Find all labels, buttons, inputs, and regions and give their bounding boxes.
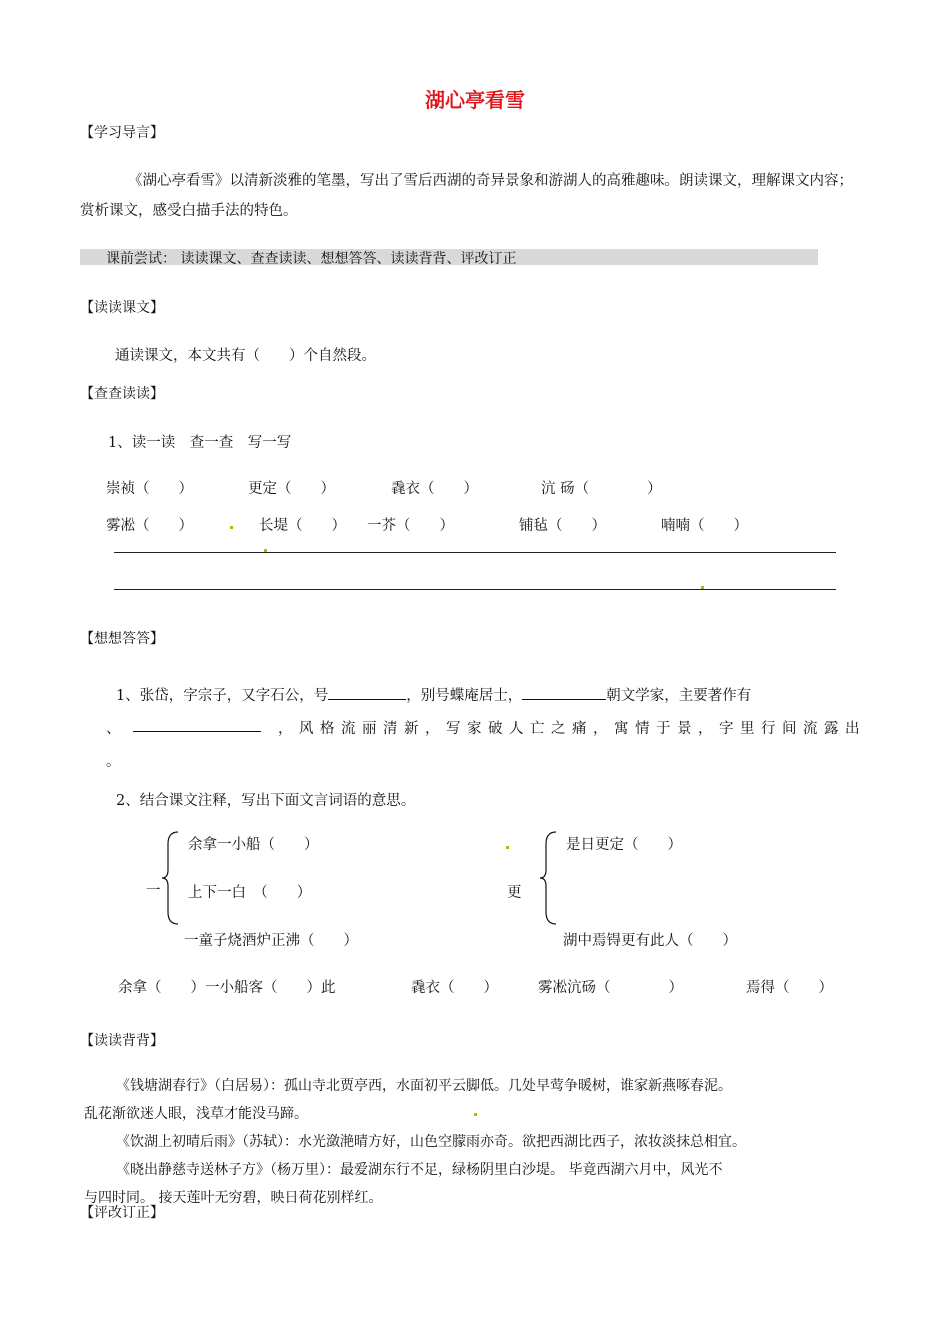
word-item: 焉得（ ） <box>746 980 833 996</box>
q1-blank-hao <box>328 685 406 700</box>
word-item: 余拿（ ）一小船客（ ）此 <box>118 980 336 996</box>
pre-try-band <box>80 249 818 265</box>
vocab-item: 更定（ ） <box>248 481 335 497</box>
vocab-item: 一芥（ ） <box>367 518 454 534</box>
vocab-item: 崇祯（ ） <box>106 481 193 497</box>
scan-speck <box>230 526 233 529</box>
right-brace-icon <box>538 830 558 926</box>
read-instruction: 通读课文，本文共有（ ）个自然段。 <box>115 348 376 364</box>
word-item: 毳衣（ ） <box>411 980 498 996</box>
poem-xiaochu-cont: 与四时同。 接天莲叶无穷碧，映日荷花别样红。 <box>84 1190 383 1206</box>
section-recite-heading: 【读读背背】 <box>80 1033 164 1049</box>
section-correct-heading: 【评改订正】 <box>80 1205 164 1221</box>
answer-line <box>114 552 836 553</box>
q1-text: 1、张岱，字宗子，又字石公，号 <box>116 688 329 704</box>
section-think-heading: 【想想答答】 <box>80 631 164 647</box>
meaning-item: 上下一白 （ ） <box>188 885 312 901</box>
section-check-heading: 【查查读读】 <box>80 386 164 402</box>
scan-speck <box>474 1113 477 1116</box>
vocab-item: 喃喃（ ） <box>661 518 748 534</box>
intro-paragraph: 《湖心亭看雪》以清新淡雅的笔墨，写出了雪后西湖的奇异景象和游湖人的高雅趣味。朗读课文，理解课文内容；赏析课文，感受白描手法的特色。 <box>80 173 853 219</box>
left-brace-icon <box>160 830 180 926</box>
vocab-item: 雾凇（ ） <box>106 518 193 534</box>
q1-line1 <box>116 684 751 705</box>
q1-end: 。 <box>106 754 121 770</box>
scan-speck <box>701 586 704 589</box>
left-group-head: 一 <box>146 883 161 899</box>
pre-try-text: 课前尝试： 读读课文、查查读读、想想答答、读读背背、评改订正 <box>106 251 517 267</box>
q1-line2 <box>106 717 866 738</box>
recite-poems <box>84 1072 884 1212</box>
q1-blank-dynasty <box>522 685 606 700</box>
right-group-head: 更 <box>507 885 522 901</box>
poem-qiantang-cont: 乱花渐欲迷人眼，浅草才能没马蹄。 <box>84 1106 308 1122</box>
word-item: 雾凇沆砀（ ） <box>538 980 683 996</box>
q1-text: 、 <box>106 721 121 737</box>
q1-text: 朝文学家，主要著作有 <box>606 688 752 704</box>
section-read-heading: 【读读课文】 <box>80 300 164 316</box>
poem-yinhu: 《饮湖上初晴后雨》（苏轼）：水光潋滟晴方好，山色空朦雨亦奇。欲把西湖比西子，浓妆淡抹总相宜。 <box>116 1134 746 1150</box>
meaning-item: 一童子烧酒炉正沸（ ） <box>184 933 358 949</box>
q1-text: ，别号蝶庵居士， <box>406 688 523 704</box>
q1-blank-work <box>133 717 261 732</box>
answer-line <box>114 589 836 590</box>
section-intro-heading: 【学习导言】 <box>80 125 164 141</box>
meaning-item: 湖中焉锝更有此人（ ） <box>563 933 737 949</box>
meaning-item: 是日更定（ ） <box>566 837 682 853</box>
scan-speck <box>506 846 509 849</box>
meaning-item: 余拿一小船（ ） <box>188 837 319 853</box>
vocab-item: 长堤（ ） <box>259 518 346 534</box>
poem-qiantang: 《钱塘湖春行》（白居易）：孤山寺北贾亭西，水面初平云脚低。几处早莺争暖树，谁家新燕啄春泥。 <box>116 1078 732 1094</box>
check-task: 1、读一读 查一查 写一写 <box>108 435 292 451</box>
page-title: 湖心亭看雪 <box>425 88 525 112</box>
q1-text: ，风格流丽清新，写家破人亡之痛，寓情于景，字里行间流露出 <box>278 721 866 737</box>
scan-speck <box>264 549 267 552</box>
poem-xiaochu: 《晓出静慈寺送林子方》（杨万里）：最爱湖东行不足，绿杨阴里白沙堤。 毕竟西湖六月中，风光不 <box>116 1162 723 1178</box>
q2-instruction: 2、结合课文注释，写出下面文言词语的意思。 <box>116 793 416 809</box>
vocab-item: 毳衣（ ） <box>391 481 478 497</box>
vocab-item: 沆 砀（ ） <box>541 481 662 497</box>
vocab-item: 铺毡（ ） <box>519 518 606 534</box>
